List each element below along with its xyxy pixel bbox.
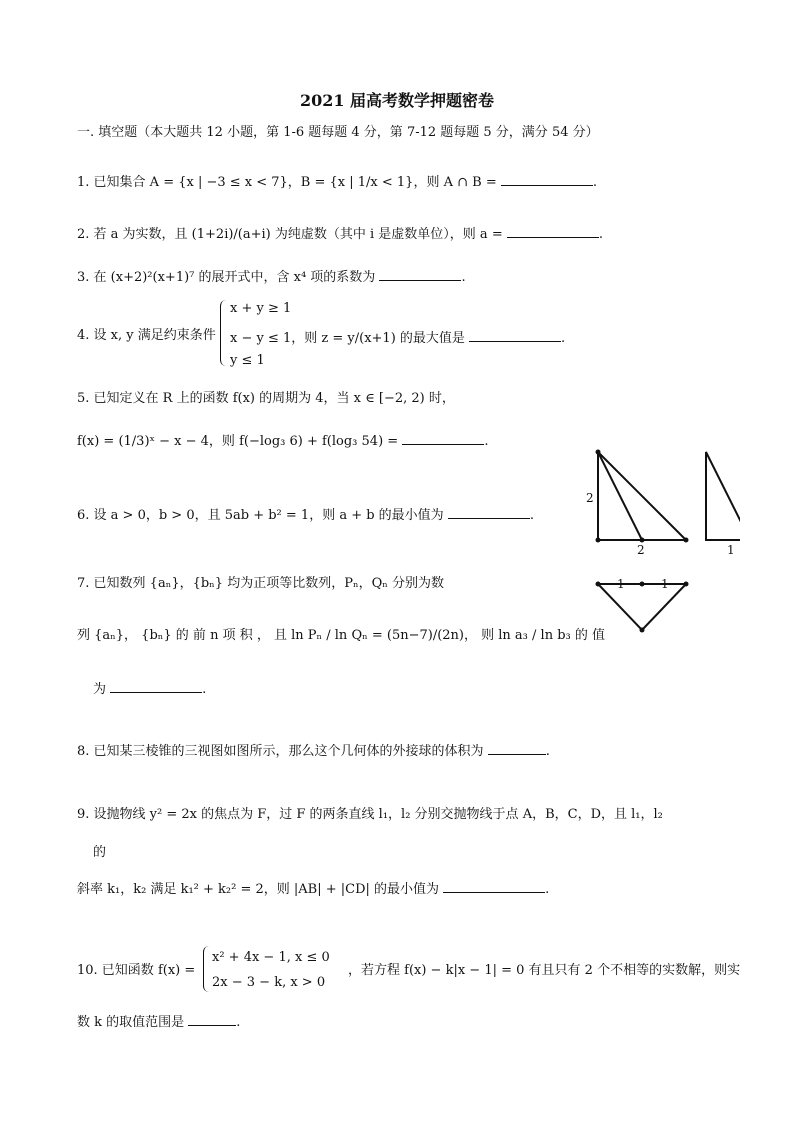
answer-blank <box>110 678 202 693</box>
question-5-line-2 <box>77 430 488 451</box>
question-10-lead: 10. 已知函数 f(x) = <box>77 963 196 978</box>
question-5-line-1: 5. 已知定义在 R 上的函数 f(x) 的周期为 4，当 x ∈ [−2, 2) 时， <box>77 391 455 406</box>
question-10-rest: ，若方程 f(x) − k|x − 1| = 0 有且只有 2 个不相等的实数解，则实 <box>348 963 741 978</box>
question-7-line-2: 列 {aₙ}， {bₙ} 的 前 n 项 积 ， 且 ln Pₙ / ln Qₙ = (5n−7)/(2n)， 则 ln a₃ / ln b₃ 的 值 <box>77 628 605 643</box>
top-view-triangle <box>598 584 686 630</box>
answer-blank <box>448 504 530 519</box>
answer-blank <box>379 266 461 281</box>
label-side-base: 1 <box>727 543 735 557</box>
vertex-dot <box>596 450 601 455</box>
answer-blank <box>443 878 545 893</box>
period: . <box>545 882 550 897</box>
answer-blank <box>501 171 593 186</box>
brace <box>203 946 210 992</box>
period: . <box>236 1015 241 1030</box>
label-top-left: 1 <box>617 577 625 591</box>
vertex-dot <box>640 582 645 587</box>
label-height: 2 <box>586 491 594 505</box>
question-9-line-1: 9. 设抛物线 y² = 2x 的焦点为 F，过 F 的两条直线 l₁，l₂ 分别交抛物线于点 A，B，C，D，且 l₁，l₂ <box>77 807 663 822</box>
answer-blank <box>507 223 599 238</box>
question-1-text: 1. 已知集合 A = {x | −3 ≤ x < 7}，B = {x | 1/x < 1}，则 A ∩ B = <box>77 175 497 190</box>
three-view-figure <box>580 440 740 640</box>
question-9-line-2: 的 <box>93 845 107 860</box>
page-title: 2021 届高考数学押题密卷 <box>299 91 495 110</box>
question-2-text: 2. 若 a 为实数，且 (1+2i)/(a+i) 为纯虚数（其中 i 是虚数单位），则 a = <box>77 227 503 242</box>
vertex-dot <box>596 538 601 543</box>
question-4-text: x − y ≤ 1，则 z = y/(x+1) 的最大值是 <box>230 331 465 346</box>
vertex-dot <box>684 538 689 543</box>
question-3-text: 3. 在 (x+2)²(x+1)⁷ 的展开式中，含 x⁴ 项的系数为 <box>77 270 376 285</box>
label-top-right: 1 <box>661 577 669 591</box>
period: . <box>545 744 550 759</box>
question-2 <box>77 223 603 244</box>
question-10-line-2 <box>77 1011 240 1032</box>
side-view-triangle <box>706 452 740 540</box>
answer-blank <box>469 327 561 342</box>
question-8 <box>77 740 550 761</box>
period: . <box>598 227 603 242</box>
vertex-dot <box>684 582 689 587</box>
period: . <box>484 434 489 449</box>
label-base: 2 <box>637 543 645 557</box>
answer-blank <box>488 740 546 755</box>
question-8-text: 8. 已知某三棱锥的三视图如图所示，那么这个几何体的外接球的体积为 <box>77 744 484 759</box>
period: . <box>561 331 566 346</box>
question-4-lead: 4. 设 x, y 满足约束条件 <box>77 328 216 343</box>
answer-blank <box>402 430 484 445</box>
question-7-line-3 <box>93 678 206 699</box>
brace <box>220 300 227 366</box>
period: . <box>461 270 466 285</box>
answer-blank <box>188 1011 236 1026</box>
question-9-line-3 <box>77 878 549 899</box>
question-7-text: 为 <box>93 682 107 697</box>
question-10-case-1: x² + 4x − 1, x ≤ 0 <box>212 950 330 965</box>
period: . <box>202 682 207 697</box>
period: . <box>529 508 534 523</box>
vertex-dot <box>640 538 645 543</box>
vertex-dot <box>640 628 645 633</box>
three-view-svg <box>580 440 740 640</box>
question-10-case-2: 2x − 3 − k, x > 0 <box>212 975 326 990</box>
front-view-inner-edge <box>598 452 642 540</box>
question-4-constraint-3: y ≤ 1 <box>230 353 265 368</box>
question-6-text: 6. 设 a > 0，b > 0，且 5ab + b² = 1，则 a + b 的最小值为 <box>77 508 444 523</box>
front-view-hypotenuse <box>598 452 686 540</box>
question-3 <box>77 266 466 287</box>
period: . <box>592 175 597 190</box>
vertex-dot <box>596 582 601 587</box>
question-4-constraint-2 <box>230 327 565 348</box>
question-1 <box>77 171 597 192</box>
question-5-text: f(x) = (1/3)ˣ − x − 4，则 f(−log₃ 6) + f(log₃ 54) = <box>77 434 399 449</box>
question-10-text: 数 k 的取值范围是 <box>77 1015 185 1030</box>
question-9-text: 斜率 k₁，k₂ 满足 k₁² + k₂² = 2，则 |AB| + |CD| 的最小值为 <box>77 882 440 897</box>
question-7-line-1: 7. 已知数列 {aₙ}，{bₙ} 均为正项等比数列，Pₙ，Qₙ 分别为数 <box>77 576 444 591</box>
section-header: 一. 填空题（本大题共 12 小题，第 1-6 题每题 4 分，第 7-12 题每题 5 分，满分 54 分） <box>77 125 599 140</box>
question-6 <box>77 504 534 525</box>
question-4-constraint-1: x + y ≥ 1 <box>230 301 292 316</box>
